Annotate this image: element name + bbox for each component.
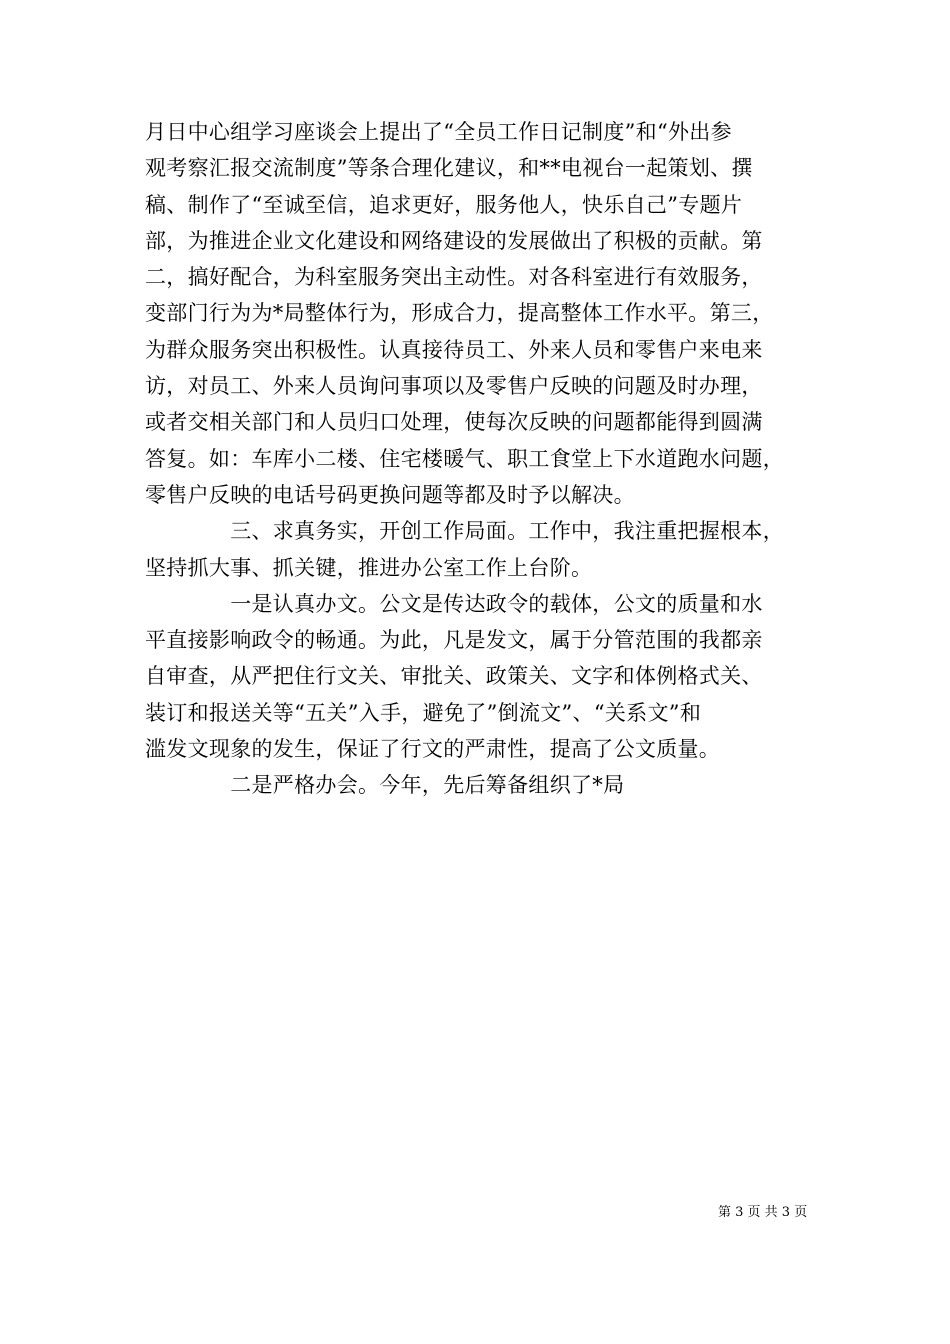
text-line: 零售户反映的电话号码更换问题等都及时予以解决。 — [145, 482, 635, 507]
page-number-footer: 第 3 页 共 3 页 — [718, 1205, 808, 1220]
paragraph-start-line: 二是严格办会。今年，先后筹备组织了*局 — [145, 773, 625, 798]
text-line: 答复。如：车库小二楼、住宅楼暖气、职工食堂上下水道跑水问题， — [145, 446, 784, 471]
text-line: 观考察汇报交流制度”等条合理化建议，和**电视台一起策划、撰 — [145, 156, 753, 181]
text-line: 访，对员工、外来人员询问事项以及零售户反映的问题及时办理， — [145, 374, 763, 399]
text-line: 或者交相关部门和人员归口处理，使每次反映的问题都能得到圆满 — [145, 410, 763, 435]
text-line: 自审查，从严把住行文关、审批关、政策关、文字和体例格式关、 — [145, 664, 763, 689]
paragraph-start-line: 一是认真办文。公文是传达政令的载体，公文的质量和水 — [145, 591, 763, 616]
document-body — [145, 114, 815, 804]
text-line: 二，搞好配合，为科室服务突出主动性。对各科室进行有效服务， — [145, 265, 763, 290]
text-line: 为群众服务突出积极性。认真接待员工、外来人员和零售户来电来 — [145, 337, 763, 362]
text-line: 变部门行为为*局整体行为，形成合力，提高整体工作水平。第三， — [145, 301, 774, 326]
text-line: 滥发文现象的发生，保证了行文的严肃性，提高了公文质量。 — [145, 737, 721, 762]
text-line: 装订和报送关等“五关”入手，避免了”倒流文”、“关系文”和 — [145, 700, 702, 725]
text-line: 月日中心组学习座谈会上提出了“全员工作日记制度”和“外出参 — [145, 120, 732, 144]
section-heading-line: 三、求真务实，开创工作局面。工作中，我注重把握根本， — [145, 519, 784, 544]
text-line: 平直接影响政令的畅通。为此，凡是发文，属于分管范围的我都亲 — [145, 628, 763, 653]
text-line: 部，为推进企业文化建设和网络建设的发展做出了积极的贡献。第 — [145, 228, 763, 253]
text-line: 稿、制作了“至诚至信，追求更好，服务他人，快乐自己”专题片 — [145, 192, 743, 217]
text-line: 坚持抓大事、抓关键，推进办公室工作上台阶。 — [145, 555, 593, 580]
